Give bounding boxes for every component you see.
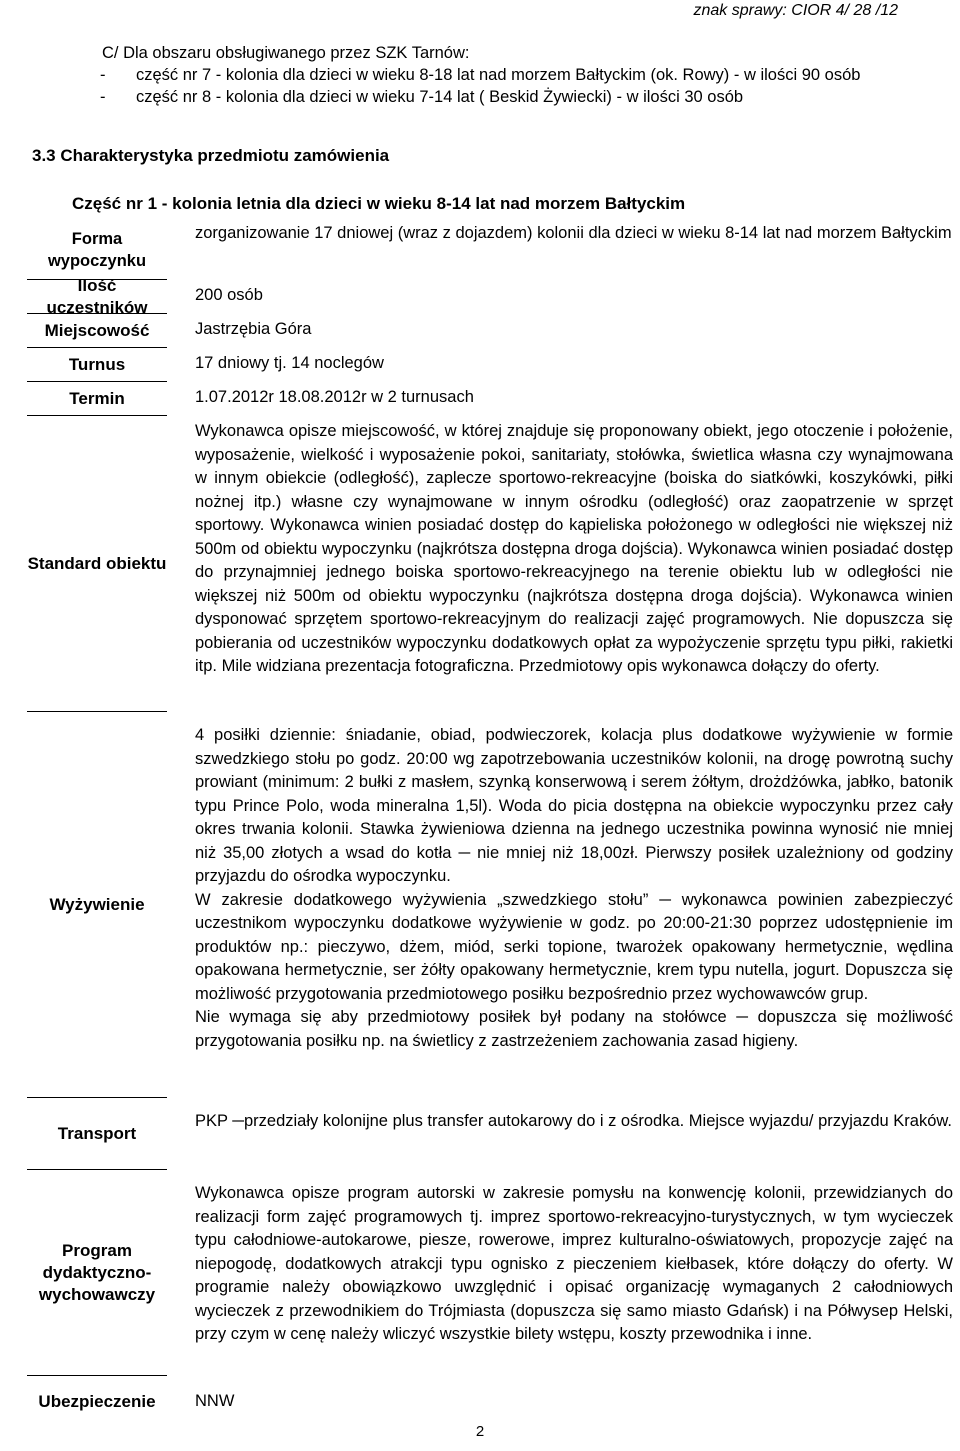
meal-paragraph: 4 posiłki dziennie: śniadanie, obiad, podwieczorek, kolacja plus dodatkowe wyżywienie w formie szwedzkiego stołu po godz. 20:00 wg zapotrzebowania uczestników kolonii, na drogę powrotną suchy prowiant (minimum: 2 bułki z masłem, szynką konserwową i serem żółtym, drożdżówka, jabłko, batonik typu Prince Polo, woda mineralna 1,5l). Woda do picia dostępna na obiekcie wypoczynku przez cały okres trwania kolonii. Stawka żywieniowa dzienna na jednego uczestnika powinna wynosić nie mniej niż 35,00 złotych a wsad do kotła ─ nie mniej niż 18,00zł. Pierwszy posiłek uzależniony od godziny przyjazdu do ośrodka wypoczynku. xyxy=(195,726,953,885)
spec-value: Wykonawca opisze miejscowość, w której znajduje się proponowany obiekt, jego otoczenie i położenie, wyposażenie, wielkość i wyposażenie pokoi, sanitariaty, stołówka, świetlica własna czy wynajmowana w innym obiekcie (odległość), zaplecze sportowo-rekreacyjne (boiska do siatkówki, koszykówki, piłki nożnej itp.) własne czy wynajmowane w innym ośrodku (odległość) oraz zaopatrzenie w sprzęt sportowy. Wykonawca winien posiadać dostęp do kąpieliska położonego w odległości nie większej niż 500m od obiektu wypoczynku (najkrótsza dostępna droga dojścia). Wykonawca winien posiadać dostęp do przynajmniej jednego boiska sportowo-rekreacyjnego na terenie obiektu lub w odległości nie większej niż 500m od obiektu wypoczynku (najkrótsza dostępna droga dojścia). Wykonawca winien dysponować sprzętem sportowo-rekreacyjnym do realizacji zajęć programowych. Nie dopuszcza się pobierania od uczestników wypoczynku dodatkowych opłat za wypożyczenie sprzętu typu piłki, rakietki itp. Mile widziana prezentacja fotograficzna. Przedmiotowy opis wykonawca dołączy do oferty. xyxy=(195,422,953,675)
meal-paragraph: Nie wymaga się aby przedmiotowy posiłek był podany na stołówce ─ dopuszcza się możliwość przygotowania posiłku np. na świetlicy z zastrzeżeniem zachowania zasad higieny. xyxy=(195,1008,953,1050)
intro-block xyxy=(102,42,952,108)
spec-row-termin xyxy=(27,382,953,416)
meal-paragraph: W zakresie dodatkowego wyżywienia „szwedzkiego stołu” ─ wykonawca powinien zabezpieczyć uczestnikom wypoczynku dodatkowe wyżywienie w godz. po 20:00-21:30 poprzez udostępnienie im produktów np.: pieczywo, dżem, miód, serki topione, twarożek opakowany hermetycznie, wędlina opakowana hermetycznie, ser żółty opakowany hermetycznie, krem typu nutella, jogurt. Dopuszcza się możliwość przygotowania przedmiotowego posiłku bezpośrednio przez wychowawców grup. xyxy=(195,890,953,1003)
spec-value xyxy=(195,712,953,1098)
spec-value: 200 osób xyxy=(195,286,263,304)
spec-value: 1.07.2012r 18.08.2012r w 2 turnusach xyxy=(195,388,474,406)
list-item-text: część nr 7 - kolonia dla dzieci w wieku 8-18 lat nad morzem Bałtyckim (ok. Rowy) - w ilości 90 osób xyxy=(136,66,861,84)
spec-label: Program dydaktyczno-wychowawczy xyxy=(27,1170,167,1376)
spec-row-ubezpieczenie xyxy=(27,1376,953,1428)
spec-row-standard xyxy=(27,416,953,712)
spec-row-turnus xyxy=(27,348,953,382)
part-heading: Część nr 1 - kolonia letnia dla dzieci w wieku 8-14 lat nad morzem Bałtyckim xyxy=(72,194,686,213)
spec-label: Termin xyxy=(27,382,167,416)
area-title: C/ Dla obszaru obsługiwanego przez SZK Tarnów: xyxy=(102,44,470,62)
spec-label: Turnus xyxy=(27,348,167,382)
spec-value: zorganizowanie 17 dniowej (wraz z dojazdem) kolonii dla dzieci w wieku 8-14 lat nad morzem Bałtyckim xyxy=(195,224,952,242)
spec-value: PKP ─przedziały kolonijne plus transfer autokarowy do i z ośrodka. Miejsce wyjazdu/ przyjazdu Kraków. xyxy=(195,1112,952,1130)
spec-label: Ilość uczestników xyxy=(27,280,167,314)
spec-value: Jastrzębia Góra xyxy=(195,320,312,338)
spec-value: Wykonawca opisze program autorski w zakresie pomysłu na konwencję kolonii, przewidzianych do realizacji form zajęć programowych tj. imprez sportowo-rekreacyjno-turystycznych, w tym wycieczek typu całodniowe-autokarowe, piesze, rowerowe, imprez kulturalno-oświatowych, propozycje zajęć na niepogodę, dodatkowych atrakcji typu ognisko z pieczeniem kiełbasek, które dołączy do oferty. W programie należy obowiązkowo uwzględnić i opisać organizację wymaganych 2 całodniowych wycieczek z przewodnikiem do Trójmiasta (dopuszcza się samo miasto Gdańsk) i na Półwysep Helski, przy czym w cenę należy wliczyć wszystkie bilety wstępu, koszty przewodnika i inne. xyxy=(195,1184,953,1343)
spec-label: Transport xyxy=(27,1098,167,1170)
spec-table xyxy=(27,220,953,1428)
spec-row-ilosc xyxy=(27,275,953,317)
spec-row-forma xyxy=(27,220,953,280)
spec-value: NNW xyxy=(195,1392,235,1410)
list-item xyxy=(102,86,952,108)
case-reference: znak sprawy: CIOR 4/ 28 /12 xyxy=(693,2,898,19)
spec-label: Standard obiektu xyxy=(27,416,167,712)
spec-row-transport xyxy=(27,1098,953,1170)
list-dash: - xyxy=(100,88,106,106)
page-number: 2 xyxy=(475,1423,485,1440)
spec-row-program xyxy=(27,1170,953,1376)
list-item xyxy=(102,64,952,86)
spec-label: Forma wypoczynku xyxy=(27,220,167,280)
list-dash: - xyxy=(100,66,106,84)
spec-label: Miejscowość xyxy=(27,314,167,348)
spec-value: 17 dniowy tj. 14 noclegów xyxy=(195,354,384,372)
spec-label: Ubezpieczenie xyxy=(38,1392,156,1411)
spec-row-wyzywienie xyxy=(27,712,953,1098)
spec-label: Wyżywienie xyxy=(27,712,167,1098)
spec-row-miejscowosc xyxy=(27,314,953,348)
section-heading: 3.3 Charakterystyka przedmiotu zamówienia xyxy=(32,146,390,165)
list-item-text: część nr 8 - kolonia dla dzieci w wieku 7-14 lat ( Beskid Żywiecki) - w ilości 30 osób xyxy=(136,88,744,106)
